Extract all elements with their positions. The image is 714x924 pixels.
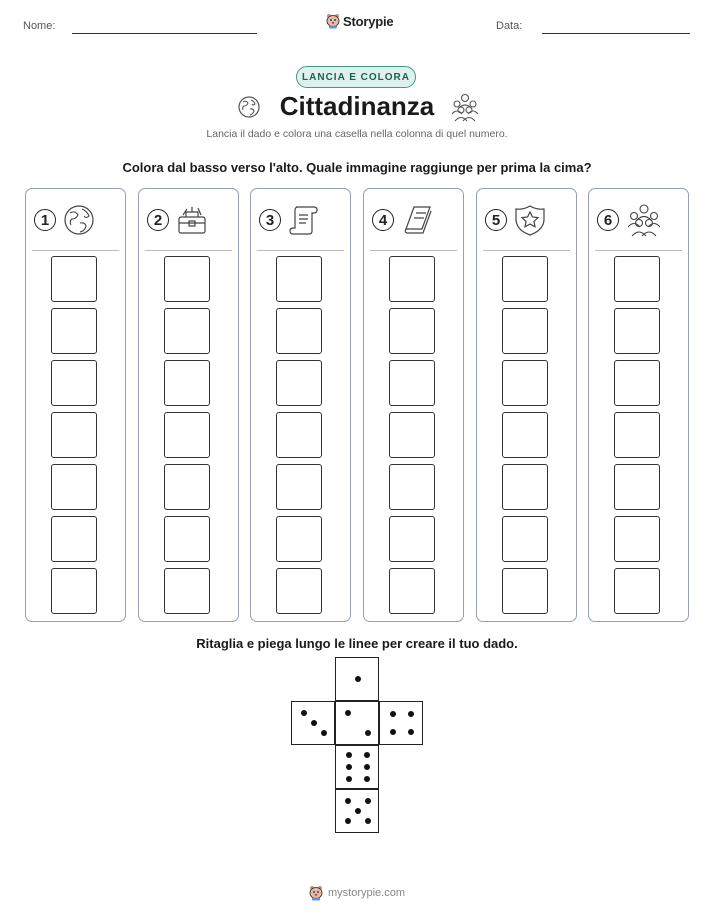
community-decoration-icon [449, 92, 481, 122]
dice-pip [390, 711, 396, 717]
dice-pip [408, 729, 414, 735]
color-box[interactable] [164, 568, 210, 614]
dice-face-5[interactable] [335, 789, 379, 833]
color-box[interactable] [164, 360, 210, 406]
storypie-mascot-icon [309, 885, 323, 901]
column-5 [476, 188, 577, 622]
dice-pip [355, 676, 361, 682]
storypie-mascot-icon [326, 13, 340, 29]
dice-face-4[interactable] [379, 701, 423, 745]
column-number: 2 [147, 209, 169, 231]
color-box[interactable] [502, 568, 548, 614]
color-box[interactable] [614, 360, 660, 406]
dice-pip [365, 730, 371, 736]
dice-pip [390, 729, 396, 735]
color-box[interactable] [614, 516, 660, 562]
color-box[interactable] [276, 308, 322, 354]
page-title: Cittadinanza [279, 91, 435, 121]
footer-url[interactable]: mystorypie.com [327, 887, 406, 899]
community-group-icon [625, 203, 663, 237]
color-box[interactable] [51, 308, 97, 354]
dice-face-6[interactable] [335, 745, 379, 789]
logo-text: Storypie [343, 13, 394, 29]
column-6 [588, 188, 689, 622]
column-number: 1 [34, 209, 56, 231]
dice-pip [345, 818, 351, 824]
dice-pip [345, 710, 351, 716]
color-box[interactable] [502, 516, 548, 562]
column-divider [32, 250, 119, 251]
dice-pip [408, 711, 414, 717]
color-box[interactable] [389, 256, 435, 302]
color-box[interactable] [276, 256, 322, 302]
color-box[interactable] [614, 256, 660, 302]
color-box[interactable] [614, 308, 660, 354]
color-box[interactable] [389, 308, 435, 354]
dice-pip [311, 720, 317, 726]
dice-face-2[interactable] [335, 701, 379, 745]
cut-instruction: Ritaglia e piega lungo le linee per creare il tuo dado. [196, 636, 518, 651]
color-box[interactable] [614, 464, 660, 510]
police-badge-icon [513, 203, 547, 237]
color-box[interactable] [614, 568, 660, 614]
name-line[interactable] [72, 33, 257, 34]
color-box[interactable] [164, 412, 210, 458]
color-box[interactable] [389, 360, 435, 406]
color-box[interactable] [51, 516, 97, 562]
name-label: Nome: [23, 20, 56, 32]
column-number: 5 [485, 209, 507, 231]
dice-pip [365, 818, 371, 824]
column-divider [483, 250, 570, 251]
footer [0, 885, 714, 901]
color-box[interactable] [502, 360, 548, 406]
color-box[interactable] [502, 464, 548, 510]
color-box[interactable] [51, 256, 97, 302]
date-label: Data: [496, 20, 523, 32]
column-divider [145, 250, 232, 251]
color-box[interactable] [389, 568, 435, 614]
color-box[interactable] [276, 516, 322, 562]
color-box[interactable] [502, 256, 548, 302]
dice-face-3[interactable] [291, 701, 335, 745]
dice-pip [364, 776, 370, 782]
color-box[interactable] [389, 464, 435, 510]
column-1 [25, 188, 126, 622]
globe-icon [62, 203, 96, 237]
color-box[interactable] [164, 256, 210, 302]
dice-pip [346, 752, 352, 758]
color-box[interactable] [276, 568, 322, 614]
color-box[interactable] [389, 412, 435, 458]
dice-pip [321, 730, 327, 736]
column-2 [138, 188, 239, 622]
date-line[interactable] [542, 33, 690, 34]
dice-pip [346, 776, 352, 782]
dice-pip [364, 764, 370, 770]
column-number: 3 [259, 209, 281, 231]
dice-pip [355, 808, 361, 814]
dice-pip [364, 752, 370, 758]
color-box[interactable] [164, 516, 210, 562]
color-box[interactable] [51, 360, 97, 406]
book-icon [400, 203, 434, 237]
column-divider [370, 250, 457, 251]
column-number: 6 [597, 209, 619, 231]
color-box[interactable] [51, 568, 97, 614]
storypie-logo [326, 13, 393, 29]
column-divider [257, 250, 344, 251]
color-box[interactable] [389, 516, 435, 562]
color-box[interactable] [51, 412, 97, 458]
page-subtitle: Lancia il dado e colora una casella nella colonna di quel numero. [206, 128, 508, 140]
instruction-text: Colora dal basso verso l'alto. Quale immagine raggiunge per prima la cima? [122, 160, 592, 175]
column-4 [363, 188, 464, 622]
color-box[interactable] [51, 464, 97, 510]
dice-pip [346, 764, 352, 770]
color-box[interactable] [276, 360, 322, 406]
color-box[interactable] [276, 464, 322, 510]
toolbox-icon [175, 203, 209, 237]
dice-face-1[interactable] [335, 657, 379, 701]
color-box[interactable] [502, 412, 548, 458]
dice-pip [345, 798, 351, 804]
color-box[interactable] [502, 308, 548, 354]
activity-badge: LANCIA E COLORA [296, 66, 416, 88]
dice-net [290, 657, 424, 835]
color-box[interactable] [276, 412, 322, 458]
scroll-icon [287, 203, 321, 237]
column-number: 4 [372, 209, 394, 231]
column-divider [595, 250, 682, 251]
color-box[interactable] [164, 308, 210, 354]
dice-pip [301, 710, 307, 716]
color-box[interactable] [164, 464, 210, 510]
dice-pip [365, 798, 371, 804]
column-3 [250, 188, 351, 622]
color-box[interactable] [614, 412, 660, 458]
